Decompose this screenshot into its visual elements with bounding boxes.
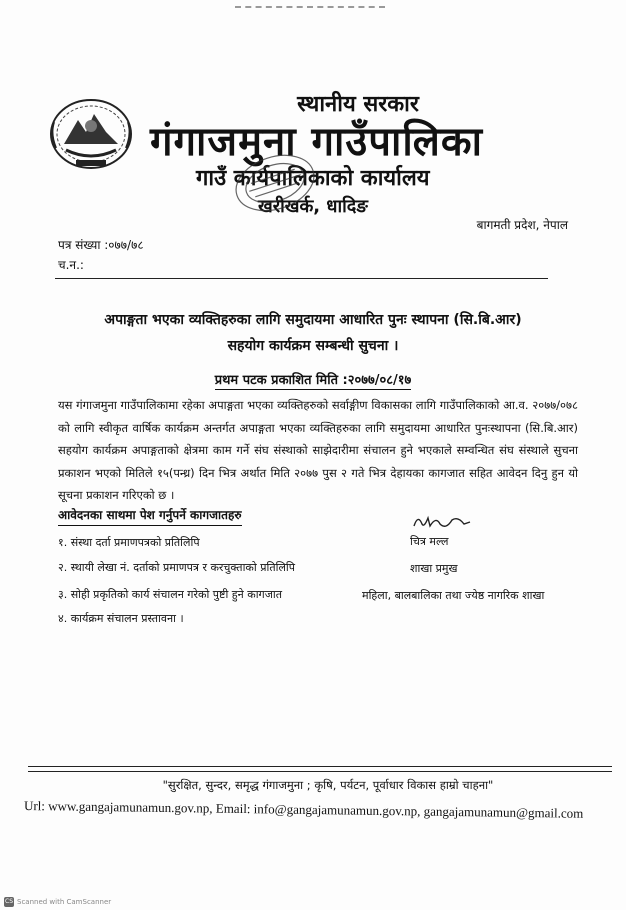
office-stamp-icon xyxy=(230,148,320,218)
camscanner-icon: CS xyxy=(5,898,13,905)
office-name: गाउँ कार्यपालिकाको कार्यालय xyxy=(196,166,430,191)
publication-date-text: प्रथम पटक प्रकाशित मिति :२०७७/०८/१७ xyxy=(214,373,412,388)
document-item: ३. सोही प्रकृतिको कार्य संचालन गरेको पुष्टी हुने कागजात xyxy=(58,588,283,601)
subject-line-1: अपाङ्गता भएका व्यक्तिहरुका लागि समुदायमा आधारित पुनः स्थापना (सि.बि.आर) xyxy=(104,312,522,328)
footer-divider xyxy=(28,766,612,772)
signature-icon xyxy=(412,512,472,532)
document-item: ४. कार्यक्रम संचालन प्रस्तावना । xyxy=(58,612,184,625)
document-item: १. संस्था दर्ता प्रमाणपत्रको प्रतिलिपि xyxy=(58,536,200,549)
province-label: बागमती प्रदेश, नेपाल xyxy=(476,218,568,232)
letter-number: पत्र संख्या :०७७/७८ xyxy=(58,238,144,252)
municipality-name: गंगाजमुना गाउँपालिका xyxy=(150,119,483,165)
top-divider xyxy=(235,6,385,8)
signatory-branch: महिला, बालबालिका तथा ज्येष्ठ नागरिक शाखा xyxy=(362,589,545,602)
scanner-watermark xyxy=(4,897,111,907)
footer-contact: Url: www.gangajamunamun.gov.np, Email: info@gangajamunamun.gov.np, gangajamunamun@gmail.com xyxy=(23,798,584,821)
header-subtitle: स्थानीय सरकार xyxy=(297,92,419,117)
office-address: खरीखर्क, धादिङ xyxy=(258,196,368,217)
signatory-title: शाखा प्रमुख xyxy=(410,562,458,575)
dispatch-number: च.न.: xyxy=(58,258,84,272)
scanner-label: Scanned with CamScanner xyxy=(17,898,112,906)
header-divider xyxy=(55,278,548,279)
subject-line-2: सहयोग कार्यक्रम सम्बन्धी सुचना । xyxy=(227,338,399,354)
documents-heading: आवेदनका साथमा पेश गर्नुपर्ने कागजातहरु xyxy=(58,506,242,526)
publication-date xyxy=(0,370,626,388)
footer-slogan: "सुरक्षित, सुन्दर, समृद्ध गंगाजमुना ; कृषि, पर्यटन, पूर्वाधार विकास हाम्रो चाहना" xyxy=(162,778,494,792)
notice-paragraph: यस गंगाजमुना गाउँपालिकामा रहेका अपाङ्गता भएका व्यक्तिहरुको सर्वाङ्गीण विकासका लागि गाउँपालिकाको आ.व. २०७७/०७८ को लागि स्वीकृत वार्षिक कार्यक्रम अन्तर्गत अपाङ्गता भएका व्यक्तिहरुका लागि समुदायमा आधारित पुनःस्थापना (सि.बि.आर) सहयोग कार्यक्रम अपाङ्गताको क्षेत्रमा काम गर्ने संघ संस्थाको साझेदारीमा संचालन हुने भएकाले सम्वन्धित संघ संस्थाले सुचना प्रकाशन भएको मितिले १५(पन्ध्र) दिन भित्र अर्थात मिति २०७७ पुस २ गते भित्र देहायका कागजात सहित आवेदन दिनु हुन यो सूचना प्रकाशन गरिएको छ । xyxy=(58,398,579,502)
signatory-name: चित्र मल्ल xyxy=(410,535,449,548)
document-item: २. स्थायी लेखा नं. दर्ताको प्रमाणपत्र र करचुक्ताको प्रतिलिपि xyxy=(58,561,296,574)
